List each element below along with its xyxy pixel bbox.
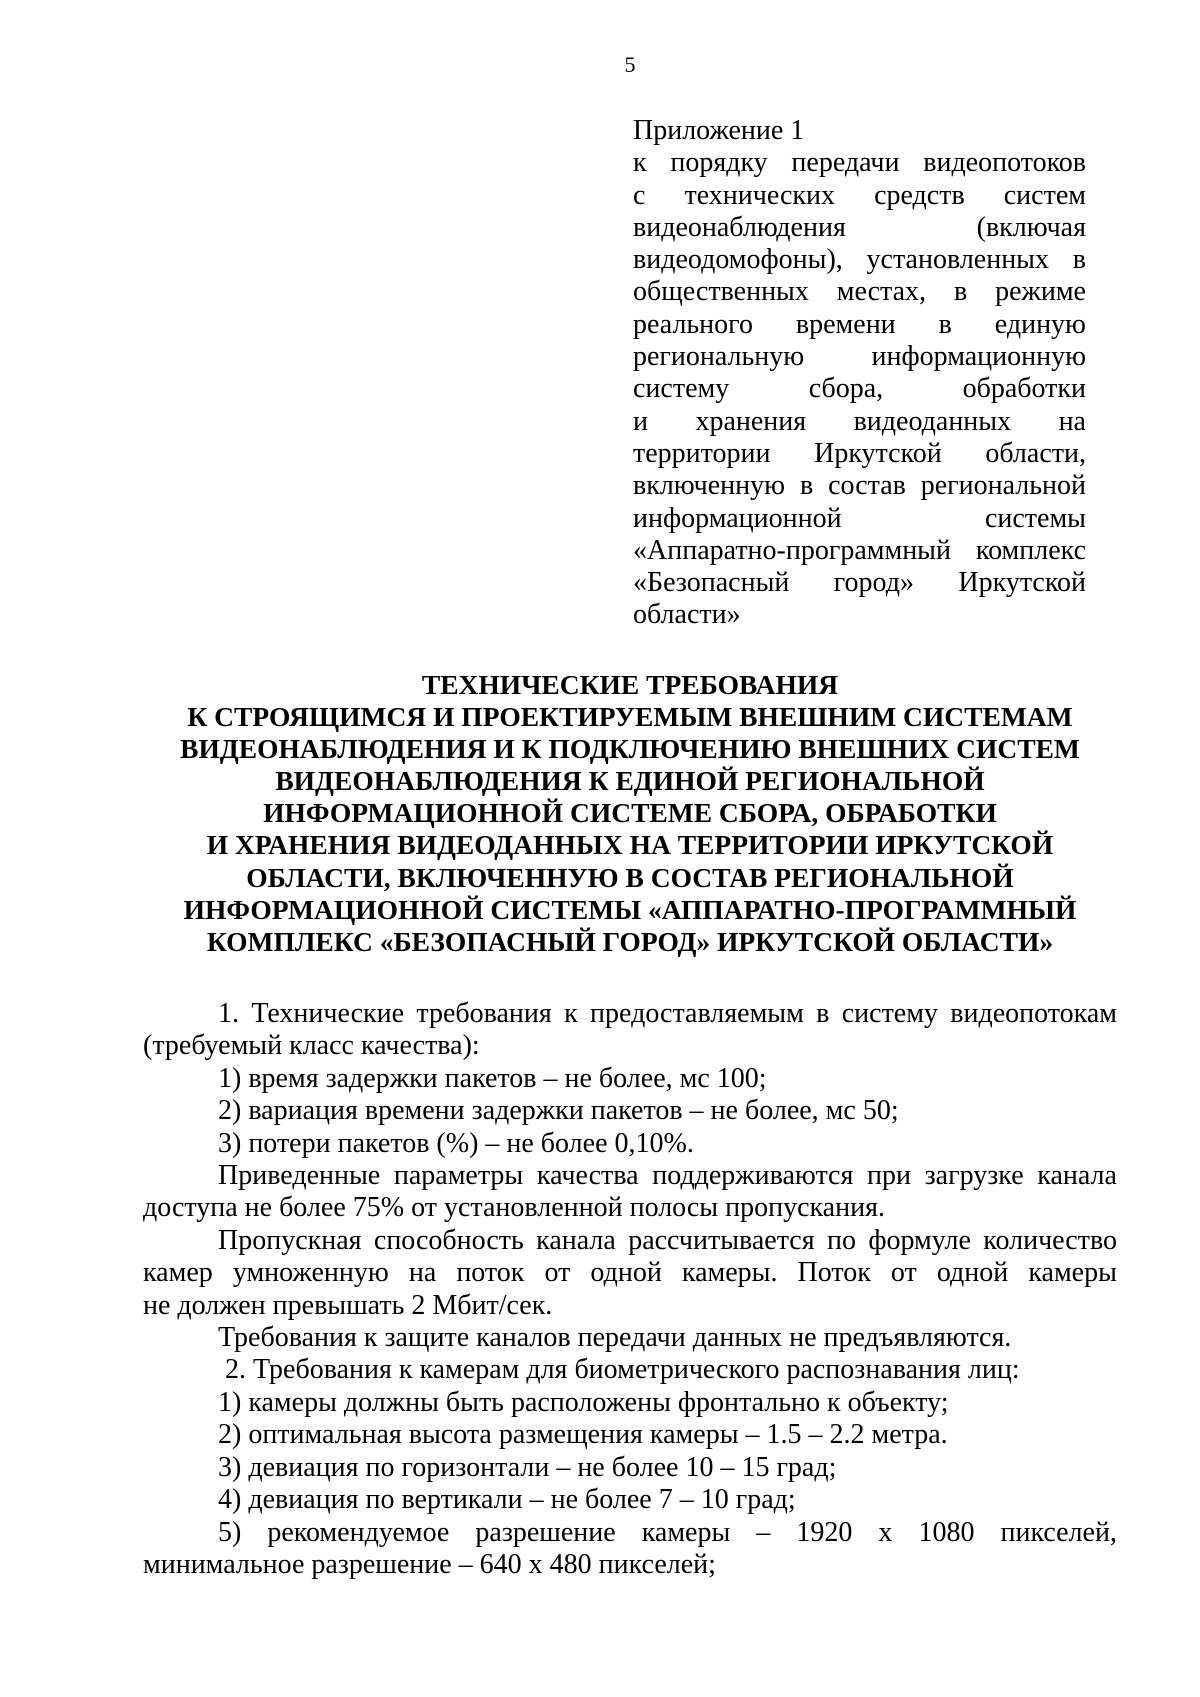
body-word: 1080 [918,1516,975,1548]
body-line [143,1160,1117,1192]
body-word: систему [841,998,938,1029]
body-word: камеры [641,1516,731,1548]
body-word: предоставляемым [590,998,804,1029]
body-word: количество [983,1224,1117,1256]
body-word: 5) [218,1516,242,1548]
document-body [143,998,1117,1581]
body-word: камеры [1028,1257,1117,1289]
body-line: (требуемый класс качества): [143,1030,480,1062]
body-word: требования [416,998,552,1029]
appendix-line [633,276,1086,308]
appendix-word: общественных [633,276,809,308]
appendix-line [633,535,1086,567]
appendix-line [633,180,1086,212]
appendix-word: включенную [633,470,786,502]
appendix-word: реального [633,308,753,340]
appendix-word: территории [633,437,771,469]
appendix-word: (включая [976,211,1086,243]
body-word: пикселей, [1000,1516,1117,1548]
body-word: по [826,1224,856,1256]
appendix-line [633,406,1086,438]
appendix-word: «Безопасный [633,567,790,599]
body-line: Требования к защите каналов передачи данных не предъявляются. [218,1322,1012,1354]
appendix-word: системы [984,502,1086,534]
appendix-word: единую [994,308,1086,340]
appendix-word: хранения [695,405,807,437]
appendix-word: видеопотоков [923,147,1086,179]
body-line: 2. Требования к камерам для биометрического распознавания лиц: [225,1354,1020,1386]
appendix-word: и [633,405,648,437]
appendix-word: местах, [836,276,927,308]
body-line: 1) камеры должны быть расположены фронтально к объекту; [218,1386,949,1418]
body-word: 1. [218,998,239,1029]
title-line: КОМПЛЕКС «БЕЗОПАСНЫЙ ГОРОД» ИРКУТСКОЙ ОБЛАСТИ» [206,925,1054,957]
appendix-word: в [953,276,968,308]
appendix-word: систему [633,373,730,405]
body-word: камер [143,1257,213,1289]
appendix-word: на [1058,405,1086,437]
appendix-word: Иркутской [814,437,942,469]
body-word: к [564,998,578,1029]
appendix-word: установленных [866,244,1049,276]
appendix-word: технических [684,179,835,211]
appendix-line [633,341,1086,373]
appendix-line [633,438,1086,470]
appendix-line [633,373,1086,405]
appendix-word: видеонаблюдения [633,211,846,243]
body-word: х [878,1516,893,1548]
body-word: Поток [797,1257,871,1289]
body-line: минимальное разрешение – 640 х 480 пикселей; [143,1548,716,1580]
appendix-lines [633,147,1086,599]
appendix-word: порядку [670,147,768,179]
appendix-last-line: области» [633,599,741,631]
body-line: 3) потери пакетов (%) – не более 0,10%. [218,1127,694,1159]
body-line: 1) время задержки пакетов – не более, мс 100; [218,1062,767,1094]
body-word: рассчитывается [628,1224,815,1256]
appendix-word: сбора, [808,373,884,405]
body-word: канала [536,1224,616,1256]
body-word: – [756,1516,771,1548]
appendix-line [633,503,1086,535]
body-word: одной [590,1257,662,1289]
appendix-word: «Аппаратно-программный [633,534,951,566]
body-word: поддерживаются [652,1160,854,1192]
appendix-word: видеодомофоны), [633,244,843,276]
appendix-word: в [799,470,814,502]
body-word: Пропускная [218,1224,362,1256]
body-word: одной [936,1257,1009,1289]
body-word: при [867,1160,911,1192]
appendix-title: Приложение 1 [633,115,805,146]
title-line: ОБЛАСТИ, ВКЛЮЧЕННУЮ В СОСТАВ РЕГИОНАЛЬНОЙ [246,861,1014,893]
appendix-line [633,244,1086,276]
appendix-word: город» [833,567,914,599]
appendix-word: в [938,308,952,340]
appendix-word: региональной [920,470,1086,502]
body-word: рекомендуемое [267,1516,450,1548]
page-number: 5 [624,52,636,77]
appendix-word: региональную [633,341,805,373]
appendix-word: режиме [995,276,1086,308]
appendix-word: передачи [791,147,900,179]
appendix-word: комплекс [975,534,1086,566]
body-word: формуле [868,1224,971,1256]
title-line: ВИДЕОНАБЛЮДЕНИЯ К ЕДИНОЙ РЕГИОНАЛЬНОЙ [275,765,985,797]
title-line: ИНФОРМАЦИОННОЙ СИСТЕМЫ «АППАРАТНО-ПРОГРАММНЫЙ [183,893,1077,925]
appendix-word: в [1072,244,1086,276]
body-word: способность [373,1224,524,1256]
appendix-word: обработки [962,373,1086,405]
appendix-line [633,212,1086,244]
body-word: Технические [251,998,405,1029]
body-line: 4) девиация по вертикали – не более 7 – 10 град; [218,1484,796,1516]
body-word: качества [536,1160,639,1192]
body-line: 2) вариация времени задержки пакетов – не более, мс 50; [218,1095,899,1127]
appendix-line [633,309,1086,341]
body-word: поток [456,1257,525,1289]
body-word: от [890,1257,917,1289]
body-word: в [816,998,830,1029]
document-title [140,669,1120,958]
body-word: камеры. [681,1257,778,1289]
appendix-word: с [633,179,646,211]
appendix-line [633,147,1086,179]
appendix-word: состав [828,470,906,502]
body-line: 3) девиация по горизонтали – не более 10 – 15 град; [218,1451,837,1483]
title-line: И ХРАНЕНИЯ ВИДЕОДАННЫХ НА ТЕРРИТОРИИ ИРКУТСКОЙ [206,829,1054,861]
body-word: 1920 [796,1516,853,1548]
appendix-word: времени [795,308,896,340]
body-line [143,998,1117,1030]
title-line: ВИДЕОНАБЛЮДЕНИЯ И К ПОДКЛЮЧЕНИЮ ВНЕШНИХ СИСТЕМ [180,733,1080,765]
body-line: 2) оптимальная высота размещения камеры – 1.5 – 2.2 метра. [218,1419,948,1451]
appendix-word: к [633,147,647,179]
body-line: доступа не более 75% от установленной полосы пропускания. [143,1192,885,1224]
appendix-word: видеоданных [853,405,1012,437]
appendix-word: информационную [871,341,1086,373]
body-word: разрешение [475,1516,616,1548]
appendix-word: информационной [633,502,842,534]
body-word: от [544,1257,571,1289]
body-word: на [408,1257,437,1289]
body-line: не должен превышать 2 Мбит/сек. [143,1289,553,1321]
body-line [143,1225,1117,1257]
body-word: видеопотокам [950,998,1117,1029]
body-word: параметры [393,1160,524,1192]
body-line [143,1257,1117,1289]
appendix-line [633,470,1086,502]
appendix-word: систем [1003,179,1086,211]
appendix-word: Иркутской [958,567,1086,599]
title-line: ТЕХНИЧЕСКИЕ ТРЕБОВАНИЯ [421,669,839,700]
body-word: загрузке [924,1160,1024,1192]
body-word: умноженную [232,1257,389,1289]
title-line: К СТРОЯЩИМСЯ И ПРОЕКТИРУЕМЫМ ВНЕШНИМ СИСТЕМАМ [187,701,1073,733]
title-line: ИНФОРМАЦИОННОЙ СИСТЕМЕ СБОРА, ОБРАБОТКИ [263,797,997,829]
appendix-header [633,115,1086,632]
body-word: канала [1037,1160,1117,1192]
appendix-line [633,567,1086,599]
body-word: Приведенные [218,1160,381,1192]
body-line [143,1517,1117,1549]
appendix-word: области, [985,437,1086,469]
appendix-word: средств [874,179,965,211]
